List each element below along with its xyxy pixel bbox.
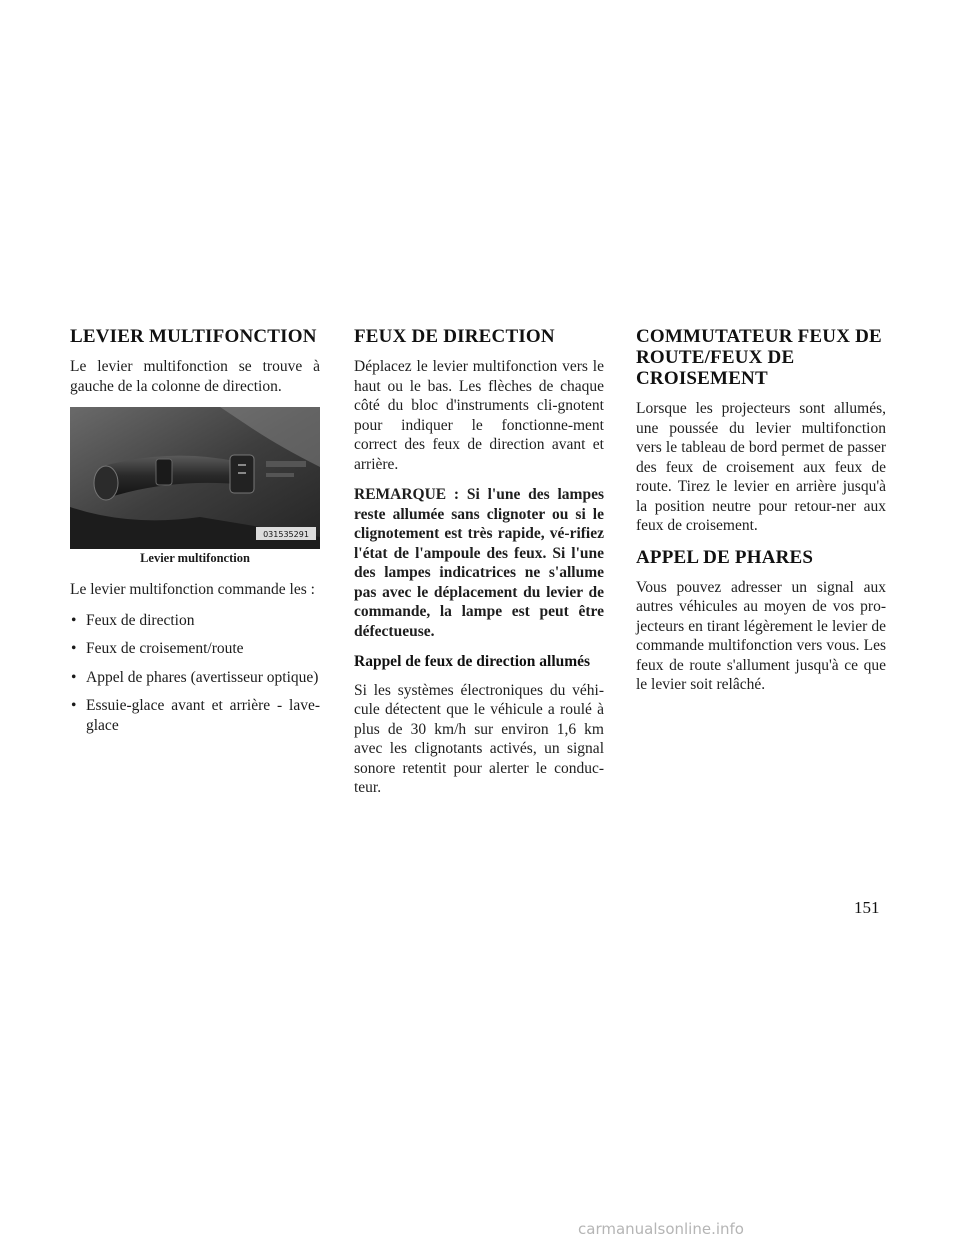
paragraph: Lorsque les projecteurs sont allumés, une poussée du levier multifonction vers le tableau de bord permet de passer des feux de croisement aux feux de route. Tirez le levier en arrière jusqu'à la position neutre pour retour-ner aux feux de croisement. [636, 400, 886, 534]
section-heading-commutateur: COMMUTATEUR FEUX DE ROUTE/FEUX DE CROISEMENT [636, 326, 882, 389]
bullet: • [71, 697, 77, 714]
intro-paragraph: Le levier multifonction se trouve à gauche de la colonne de direction. [70, 358, 320, 395]
lever-photo [70, 407, 320, 549]
bullet: • [71, 611, 77, 629]
controls-list [70, 611, 320, 736]
figure-code: 031535291 [263, 530, 309, 539]
bullet: • [71, 640, 77, 657]
list-item: • Feux de croisement/route [71, 640, 244, 657]
column-right [636, 318, 886, 706]
paragraph: Si les systèmes électroniques du véhi-cule détectent que le véhicule a roulé à plus de 30 km/h sur environ 1,6 km avec les clignotants activés, un signal sonore retentit pour alerter le conduc-teur. [354, 681, 604, 796]
section-heading-feux-de-direction: FEUX DE DIRECTION [354, 326, 555, 347]
paragraph: Déplacez le levier multifonction vers le haut ou le bas. Les flèches de chaque côté du bloc d'instruments cli-gnotent pour indiquer le fonctionne-ment correct des feux de direction avant et arrière. [354, 358, 604, 473]
list-item: • Appel de phares (avertisseur optique) [71, 668, 319, 686]
column-middle [354, 318, 604, 809]
bullet: • [71, 668, 77, 686]
section-heading-appel-de-phares: APPEL DE PHARES [636, 546, 814, 568]
list-item: • Essuie-glace avant et arrière - lave-glace [71, 697, 320, 734]
page-number: 151 [854, 898, 880, 917]
subheading-rappel: Rappel de feux de direction allumés [354, 653, 591, 670]
paragraph: Vous pouvez adresser un signal aux autres véhicules au moyen de vos pro-jecteurs en tirant légèrement le levier de commande multifonction vers vous. Les feux de route s'allument jusqu'à ce que le levier soit relâché. [636, 578, 886, 693]
lever-illustration [70, 407, 320, 549]
note-paragraph: REMARQUE : Si l'une des lampes reste allumée sans clignoter ou si le clignotement est très rapide, vé-rifiez l'état de l'ampoule des feux. Si l'une des lampes indicatrices ne s'allume pas avec le déplacement du levier de commande, la lampe est peut être défectueuse. [354, 486, 604, 640]
watermark: carmanualsonline.info [578, 1220, 744, 1238]
column-left [70, 318, 320, 744]
section-heading-levier-multifonction: LEVIER MULTIFONCTION [70, 326, 317, 347]
controls-intro: Le levier multifonction commande les : [70, 581, 315, 598]
list-item: • Feux de direction [71, 611, 195, 629]
figure-caption: Levier multifonction [140, 551, 250, 565]
